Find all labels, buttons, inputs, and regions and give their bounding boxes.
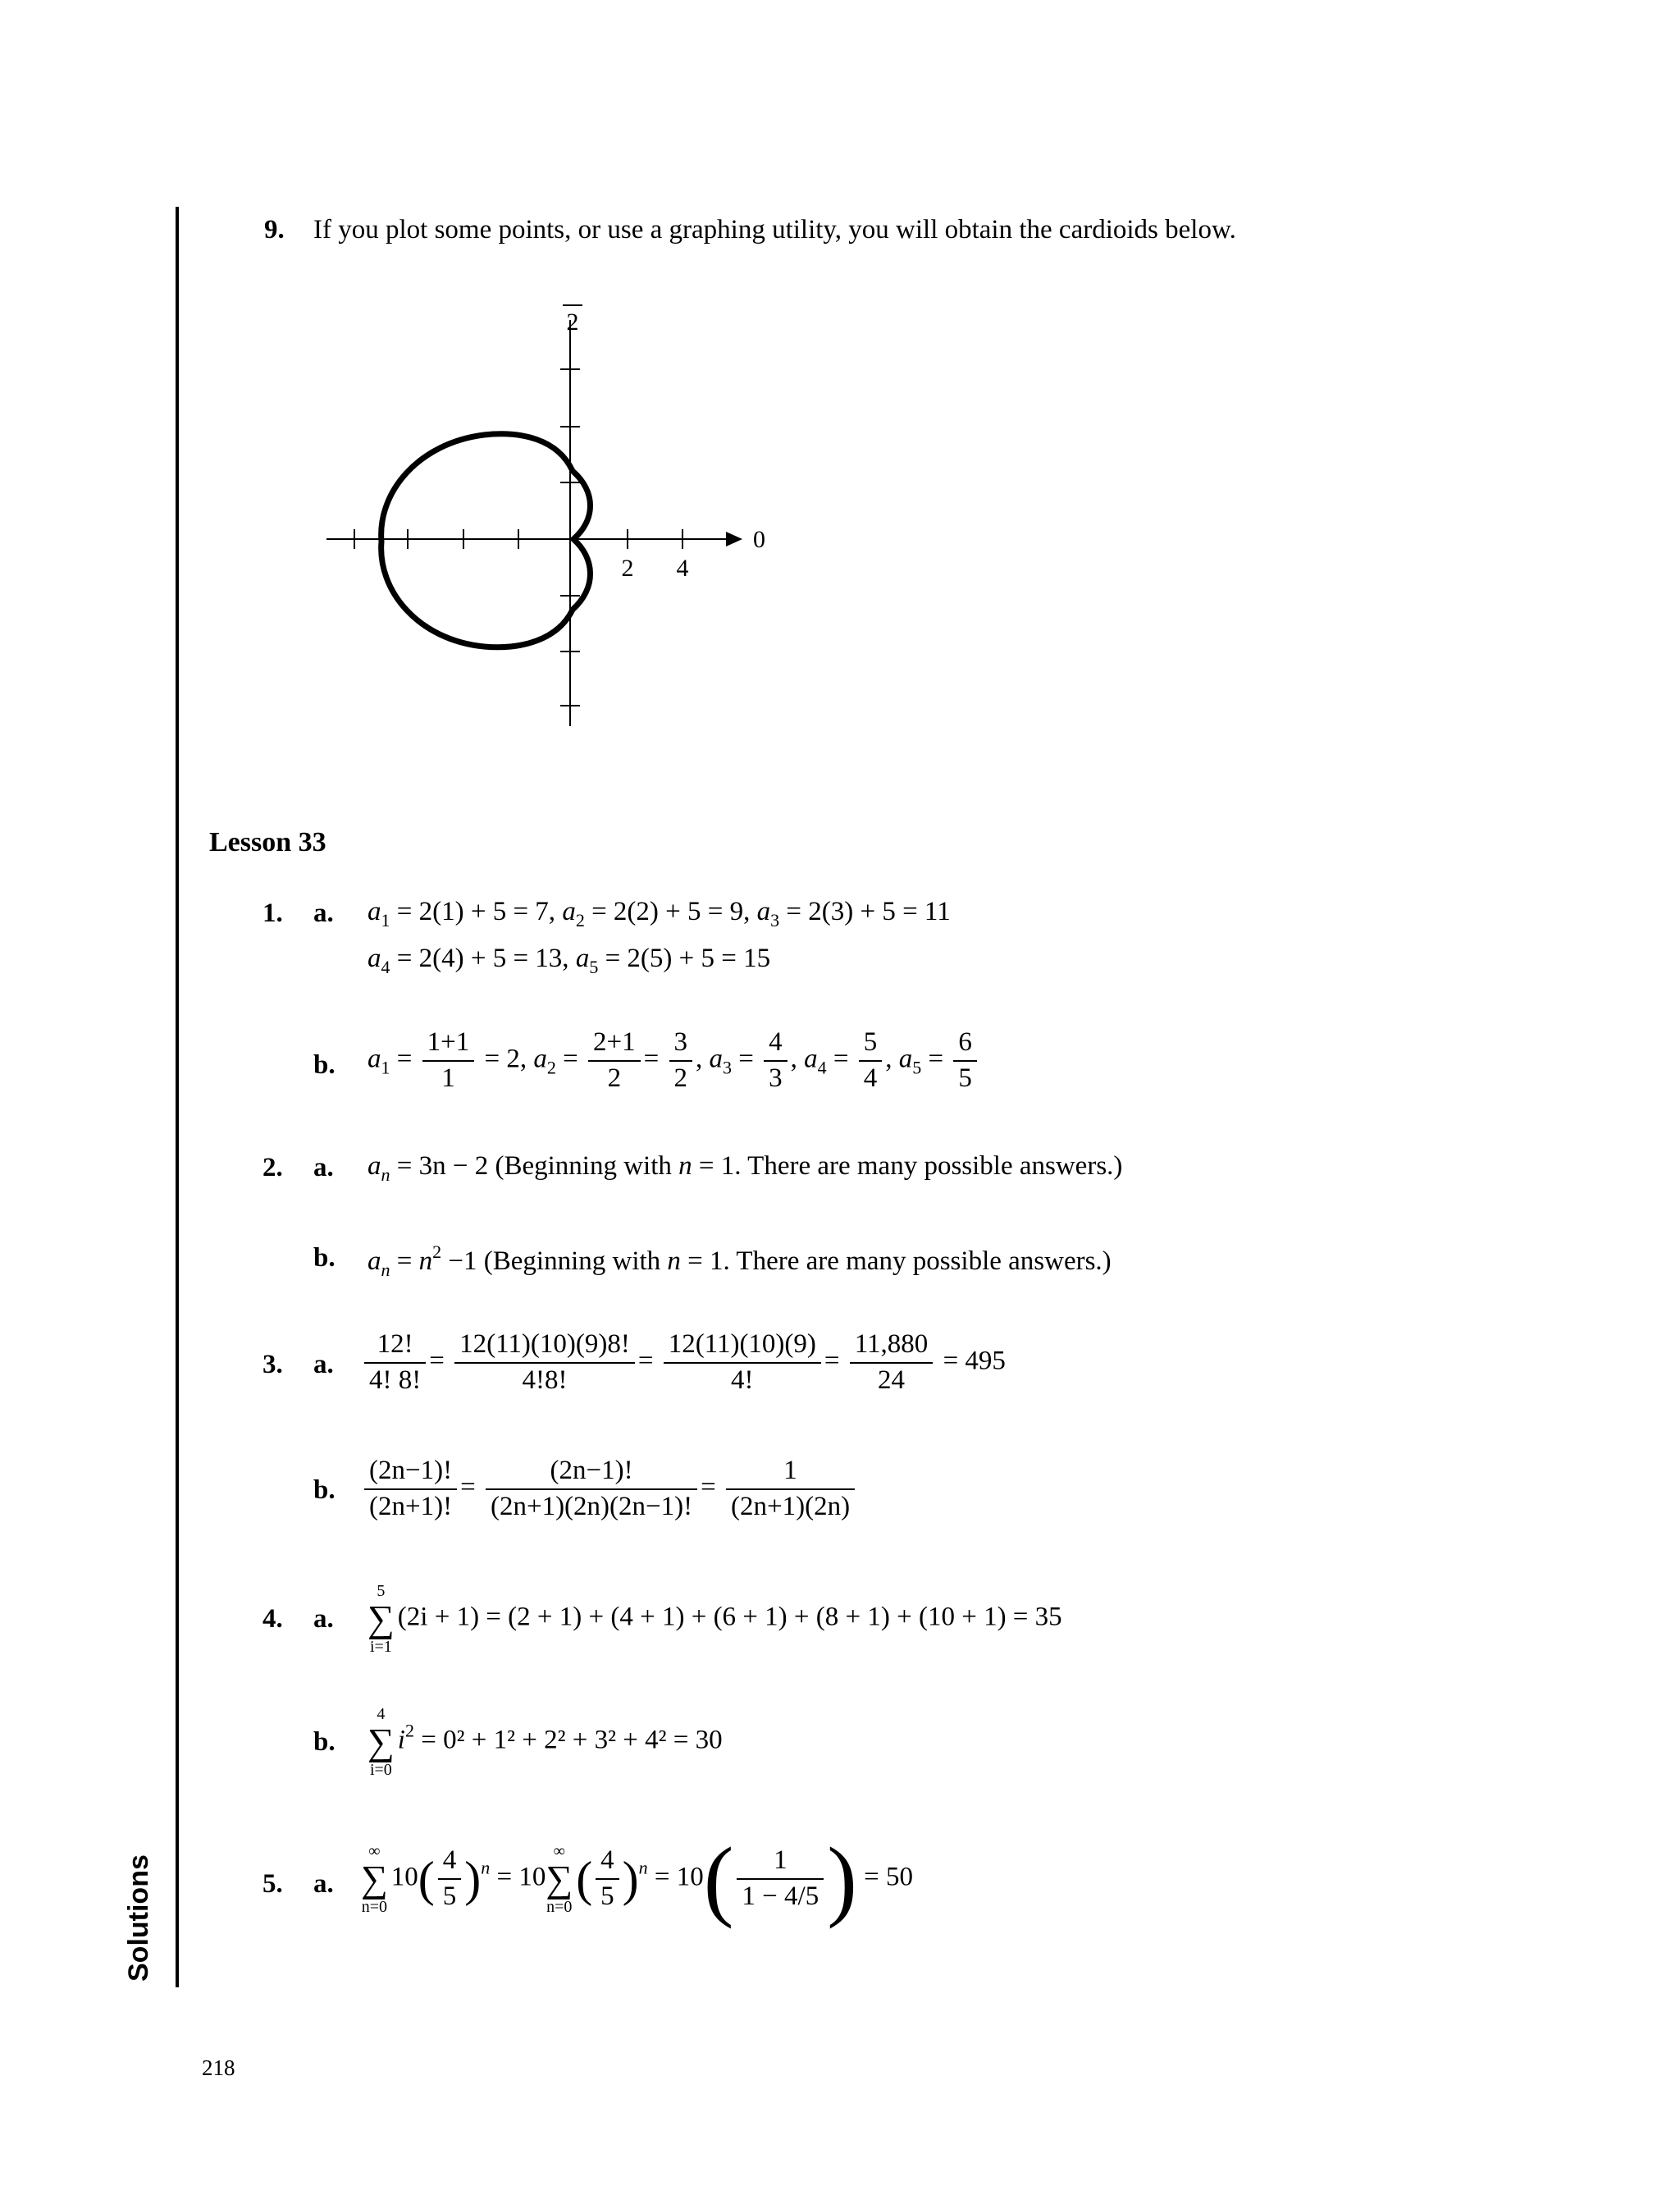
fraction: $\frac{4}{5}$ <box>438 1844 462 1914</box>
problem-3-number: 3. <box>262 1350 283 1379</box>
sigma-symbol: ∞ ∑ n=0 <box>546 1842 573 1916</box>
x-axis-arrow-icon <box>726 532 742 546</box>
polar-axis-label: 0 <box>753 526 765 553</box>
lesson-title: Lesson 33 <box>209 827 326 857</box>
x-axis-tick-label-4: 4 <box>676 555 689 582</box>
y-axis-tick-label: 2 <box>566 309 579 336</box>
problem-2b-label: b. <box>313 1243 336 1273</box>
fraction: $\frac{1+1}{1}$ <box>422 1026 475 1096</box>
problem-1b-expression: $a_1$ = $\frac{1+1}{1}$ = 2, $a_2$ = $\frac{2+1}{2}$ = $\frac{3}{2}$ , $a_3$ = $\frac{4}{3}$ , $a_4$ = $\frac{5}{4}$ , $a_5$ = $\frac{6}{5}$ <box>368 1026 980 1096</box>
sigma-symbol: ∞ ∑ n=0 <box>361 1842 388 1916</box>
problem-3b-label: b. <box>313 1475 336 1505</box>
fraction: $\frac{2+1}{2}$ <box>588 1026 641 1096</box>
problem-4b-label: b. <box>313 1727 336 1757</box>
problem-1-number: 1. <box>262 898 283 928</box>
problem-1a-line2: $a_4 = 2(4) + 5 = 13$, $a_5 = 2(5) + 5 = 15$ <box>368 944 771 977</box>
problem-3a-expression: $\frac{12!}{4! 8!}$ = $\frac{12(11)(10)(9)8!}{4!8!}$ = $\frac{12(11)(10)(9)}{4!}$ = $\frac{11,880}{24}$ = 495 <box>361 1328 1006 1398</box>
problem-9-text: If you plot some points, or use a graphing utility, you will obtain the cardioids below. <box>313 215 1236 245</box>
cardioid-graph <box>312 295 804 738</box>
x-axis <box>326 529 726 549</box>
problem-3b-expression: $\frac{(2n-1)!}{(2n+1)!}$ = $\frac{(2n-1)!}{(2n+1)(2n)(2n-1)!}$ = $\frac{1}{(2n+1)(2n)}$ <box>361 1454 858 1525</box>
problem-1a-label: a. <box>313 898 334 928</box>
problem-4a-expression: 5 ∑ i=1 (2i + 1) = (2 + 1) + (4 + 1) + (6 + 1) + (8 + 1) + (10 + 1) = 35 <box>368 1582 1062 1656</box>
fraction: $\frac{5}{4}$ <box>859 1026 883 1096</box>
fraction: $\frac{(2n-1)!}{(2n+1)!}$ <box>364 1454 457 1525</box>
page-number: 218 <box>202 2055 235 2080</box>
fraction: $\frac{11,880}{24}$ <box>850 1328 934 1398</box>
problem-9-number: 9. <box>264 215 285 245</box>
fraction: $\frac{12(11)(10)(9)8!}{4!8!}$ <box>454 1328 635 1398</box>
problem-5-number: 5. <box>262 1869 283 1899</box>
x-axis-tick-label-2: 2 <box>621 555 634 582</box>
problem-4b-expression: 4 ∑ i=0 $i^2 = 0^2 + 1^2 + 2^2 + 3^2 + 4^2 = 30$ <box>368 1705 723 1779</box>
problem-5a-expression: ∞ ∑ n=0 10( $\frac{4}{5}$ )$^n$ = 10 ∞ ∑ n=0 ( $\frac{4}{5}$ )$^n$ = 10( $\frac{1}{1 - 4/5}$ ) = 50 <box>361 1829 913 1929</box>
fraction: $\frac{4}{5}$ <box>596 1844 619 1914</box>
fraction: $\frac{1}{(2n+1)(2n)}$ <box>726 1454 855 1525</box>
problem-1b-label: b. <box>313 1050 336 1080</box>
problem-4-number: 4. <box>262 1604 283 1634</box>
problem-2a-label: a. <box>313 1153 334 1182</box>
sigma-symbol: 5 ∑ i=1 <box>368 1582 395 1656</box>
fraction: $\frac{(2n-1)!}{(2n+1)(2n)(2n-1)!}$ <box>486 1454 697 1525</box>
sidebar-label: Solutions <box>123 1854 154 1982</box>
problem-2b-expression: $a_n = n^2 -1$ (Beginning with n = 1. There are many possible answers.) <box>368 1241 1112 1280</box>
problem-3a-label: a. <box>313 1350 334 1379</box>
problem-5a-label: a. <box>313 1869 334 1899</box>
problem-1a-line1: $a_1 = 2(1) + 5 = 7$, $a_2 = 2(2) + 5 = 9$, $a_3 = 2(3) + 5 = 11$ <box>368 897 951 930</box>
problem-4a-label: a. <box>313 1604 334 1634</box>
fraction: $\frac{12(11)(10)(9)}{4!}$ <box>664 1328 821 1398</box>
fraction: $\frac{6}{5}$ <box>953 1026 977 1096</box>
y-axis <box>560 320 580 726</box>
sidebar-rule <box>176 207 179 1987</box>
fraction: $\frac{12!}{4! 8!}$ <box>364 1328 426 1398</box>
fraction: $\frac{3}{2}$ <box>669 1026 693 1096</box>
fraction: $\frac{4}{3}$ <box>764 1026 788 1096</box>
cardioid-curve <box>381 434 591 647</box>
fraction: $\frac{1}{1 - 4/5}$ <box>737 1844 824 1914</box>
problem-2-number: 2. <box>262 1153 283 1182</box>
problem-2a-expression: $a_n = 3n - 2$ (Beginning with n = 1. There are many possible answers.) <box>368 1151 1123 1185</box>
sigma-symbol: 4 ∑ i=0 <box>368 1705 395 1779</box>
